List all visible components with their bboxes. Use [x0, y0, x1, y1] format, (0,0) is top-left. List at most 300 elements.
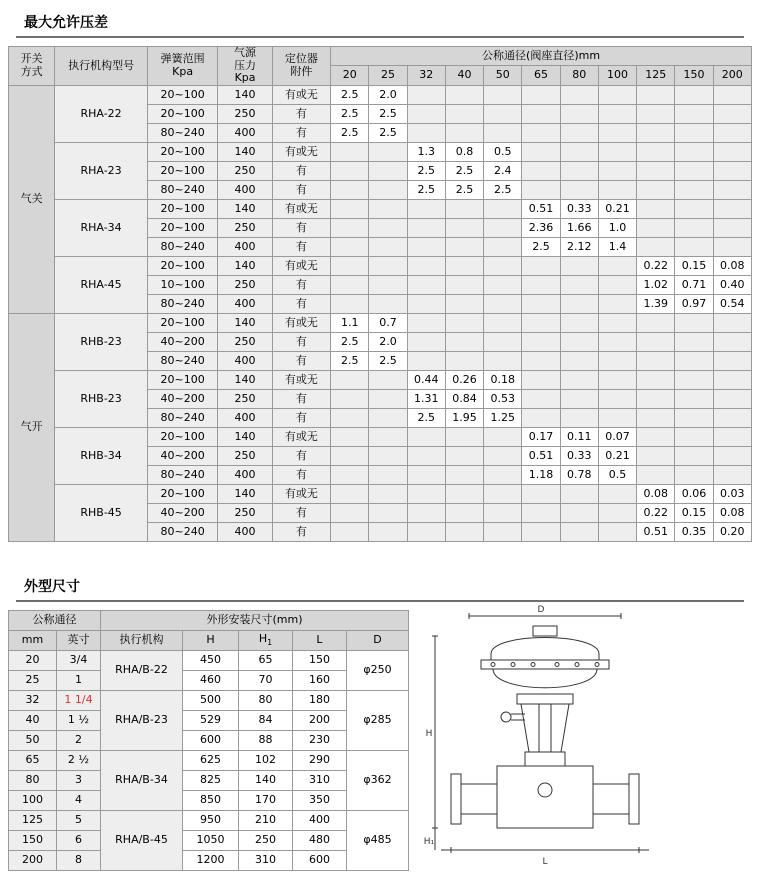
dimensions-table [8, 610, 409, 871]
cell-positioner: 有或无 [272, 85, 330, 104]
cell-value-32 [407, 123, 445, 142]
table-row [9, 650, 409, 670]
cell-value-80: 0.78 [560, 465, 598, 484]
cell-air-pressure: 250 [218, 104, 272, 123]
cell-value-125 [637, 313, 675, 332]
cell-value-65 [522, 161, 560, 180]
cell-value-200 [713, 427, 751, 446]
cell-actuator-model: RHA-34 [55, 199, 148, 256]
cell-actuator: RHA/B-22 [101, 650, 183, 690]
cell-positioner: 有 [272, 104, 330, 123]
cell-value-125: 0.22 [637, 503, 675, 522]
cell-positioner: 有 [272, 161, 330, 180]
cell-value-65 [522, 275, 560, 294]
cell-value-40: 2.5 [445, 161, 483, 180]
cell-positioner: 有 [272, 503, 330, 522]
header-size-20: 20 [331, 66, 369, 85]
cell-value-40 [445, 313, 483, 332]
cell-value-25: 2.5 [369, 351, 407, 370]
table-row [9, 484, 752, 503]
cell-value-65 [522, 408, 560, 427]
cell-value-65 [522, 503, 560, 522]
cell-value-200 [713, 351, 751, 370]
cell-value-40 [445, 294, 483, 313]
cell-value-100: 1.4 [598, 237, 636, 256]
cell-value-100: 0.21 [598, 199, 636, 218]
cell-air-pressure: 140 [218, 142, 272, 161]
cell-value-80 [560, 389, 598, 408]
cell-spring-range: 40~200 [147, 503, 217, 522]
cell-value-80 [560, 142, 598, 161]
cell-value-65: 2.5 [522, 237, 560, 256]
cell-value-100: 0.5 [598, 465, 636, 484]
cell-value-25: 2.0 [369, 85, 407, 104]
cell-h: 460 [183, 670, 239, 690]
cell-value-32 [407, 256, 445, 275]
cell-value-65 [522, 294, 560, 313]
cell-value-20: 2.5 [331, 104, 369, 123]
cell-value-200 [713, 161, 751, 180]
header-size-32: 32 [407, 66, 445, 85]
cell-inch: 2 ½ [57, 750, 101, 770]
cell-value-40 [445, 123, 483, 142]
cell-value-50 [484, 123, 522, 142]
cell-positioner: 有或无 [272, 427, 330, 446]
cell-value-20: 2.5 [331, 85, 369, 104]
cell-d: φ285 [347, 690, 409, 750]
cell-inch: 3/4 [57, 650, 101, 670]
cell-value-50: 0.18 [484, 370, 522, 389]
cell-value-100 [598, 180, 636, 199]
cell-value-65: 0.17 [522, 427, 560, 446]
cell-value-32 [407, 85, 445, 104]
cell-actuator-model: RHB-23 [55, 313, 148, 370]
cell-l: 310 [293, 770, 347, 790]
cell-mm: 20 [9, 650, 57, 670]
cell-value-150 [675, 180, 713, 199]
cell-h: 529 [183, 710, 239, 730]
cell-value-32 [407, 503, 445, 522]
cell-h1: 310 [239, 850, 293, 870]
cell-value-40: 0.8 [445, 142, 483, 161]
table-row [9, 85, 752, 104]
cell-h: 1200 [183, 850, 239, 870]
cell-air-pressure: 400 [218, 408, 272, 427]
section-dimensions [0, 572, 760, 895]
cell-value-32: 2.5 [407, 161, 445, 180]
cell-value-40 [445, 351, 483, 370]
cell-positioner: 有 [272, 408, 330, 427]
cell-value-100 [598, 408, 636, 427]
cell-value-125 [637, 389, 675, 408]
cell-value-65 [522, 370, 560, 389]
valve-diagram-svg [421, 602, 751, 892]
cell-air-pressure: 400 [218, 294, 272, 313]
cell-switch-mode: 气关 [9, 85, 55, 313]
cell-h: 825 [183, 770, 239, 790]
cell-value-100 [598, 123, 636, 142]
cell-value-25 [369, 142, 407, 161]
cell-value-65 [522, 522, 560, 541]
cell-value-125 [637, 218, 675, 237]
cell-value-40 [445, 256, 483, 275]
cell-value-65 [522, 142, 560, 161]
cell-value-20 [331, 161, 369, 180]
cell-value-65: 2.36 [522, 218, 560, 237]
cell-value-125 [637, 351, 675, 370]
cell-value-150 [675, 370, 713, 389]
cell-value-65 [522, 332, 560, 351]
table-row [9, 199, 752, 218]
cell-value-125 [637, 180, 675, 199]
cell-value-25: 2.0 [369, 332, 407, 351]
cell-value-125 [637, 370, 675, 389]
cell-positioner: 有或无 [272, 142, 330, 161]
cell-value-32 [407, 104, 445, 123]
cell-positioner: 有 [272, 465, 330, 484]
cell-value-125 [637, 446, 675, 465]
cell-value-40 [445, 199, 483, 218]
cell-actuator-model: RHA-23 [55, 142, 148, 199]
cell-mm: 200 [9, 850, 57, 870]
cell-value-80 [560, 370, 598, 389]
cell-mm: 65 [9, 750, 57, 770]
cell-value-50: 0.5 [484, 142, 522, 161]
cell-value-32 [407, 275, 445, 294]
cell-value-50 [484, 446, 522, 465]
cell-value-125 [637, 85, 675, 104]
cell-value-20 [331, 199, 369, 218]
cell-value-32 [407, 332, 445, 351]
cell-value-50 [484, 199, 522, 218]
cell-positioner: 有 [272, 351, 330, 370]
cell-value-50 [484, 104, 522, 123]
cell-value-100 [598, 522, 636, 541]
cell-h1: 140 [239, 770, 293, 790]
cell-air-pressure: 250 [218, 503, 272, 522]
cell-value-40 [445, 104, 483, 123]
cell-value-65 [522, 180, 560, 199]
cell-value-32: 1.3 [407, 142, 445, 161]
cell-value-150 [675, 218, 713, 237]
cell-inch: 2 [57, 730, 101, 750]
cell-air-pressure: 140 [218, 199, 272, 218]
cell-spring-range: 40~200 [147, 332, 217, 351]
cell-value-125 [637, 161, 675, 180]
cell-mm: 50 [9, 730, 57, 750]
cell-value-25: 0.7 [369, 313, 407, 332]
cell-air-pressure: 400 [218, 465, 272, 484]
cell-value-200 [713, 389, 751, 408]
cell-value-100 [598, 294, 636, 313]
cell-air-pressure: 140 [218, 427, 272, 446]
cell-inch: 1 1/4 [57, 690, 101, 710]
cell-value-50: 0.53 [484, 389, 522, 408]
cell-value-150 [675, 427, 713, 446]
cell-value-50 [484, 484, 522, 503]
cell-value-32 [407, 484, 445, 503]
cell-value-32: 2.5 [407, 180, 445, 199]
cell-spring-range: 20~100 [147, 161, 217, 180]
cell-d: φ485 [347, 810, 409, 870]
cell-value-40: 0.84 [445, 389, 483, 408]
cell-value-32 [407, 522, 445, 541]
cell-value-100: 0.07 [598, 427, 636, 446]
cell-inch: 1 ½ [57, 710, 101, 730]
header-inch: 英寸 [57, 630, 101, 650]
cell-l: 200 [293, 710, 347, 730]
cell-value-200 [713, 465, 751, 484]
cell-value-150 [675, 446, 713, 465]
cell-value-125 [637, 237, 675, 256]
drawing-label-d: D [537, 604, 545, 615]
cell-value-150 [675, 142, 713, 161]
cell-value-40 [445, 237, 483, 256]
cell-actuator: RHA/B-34 [101, 750, 183, 810]
cell-value-25 [369, 503, 407, 522]
cell-spring-range: 80~240 [147, 237, 217, 256]
drawing-label-h: H [425, 728, 433, 739]
cell-value-20: 2.5 [331, 332, 369, 351]
cell-air-pressure: 250 [218, 389, 272, 408]
cell-value-80 [560, 503, 598, 522]
header-size-100: 100 [598, 66, 636, 85]
cell-value-100 [598, 256, 636, 275]
cell-value-125: 1.02 [637, 275, 675, 294]
cell-spring-range: 20~100 [147, 313, 217, 332]
cell-value-150: 0.15 [675, 503, 713, 522]
cell-value-50 [484, 275, 522, 294]
cell-l: 180 [293, 690, 347, 710]
cell-l: 290 [293, 750, 347, 770]
cell-value-100 [598, 484, 636, 503]
cell-mm: 150 [9, 830, 57, 850]
cell-value-80 [560, 256, 598, 275]
cell-value-20 [331, 142, 369, 161]
cell-value-200 [713, 332, 751, 351]
cell-positioner: 有或无 [272, 199, 330, 218]
cell-spring-range: 20~100 [147, 427, 217, 446]
cell-value-40: 2.5 [445, 180, 483, 199]
header-h1: $H_1$ [239, 630, 293, 650]
dimensions-row [8, 602, 752, 895]
cell-value-20 [331, 275, 369, 294]
cell-value-50 [484, 465, 522, 484]
cell-inch: 8 [57, 850, 101, 870]
cell-value-50: 1.25 [484, 408, 522, 427]
cell-value-80 [560, 161, 598, 180]
cell-actuator-model: RHA-22 [55, 85, 148, 142]
cell-value-125 [637, 332, 675, 351]
cell-value-40 [445, 427, 483, 446]
cell-value-20 [331, 237, 369, 256]
cell-value-125 [637, 104, 675, 123]
cell-value-50: 2.4 [484, 161, 522, 180]
header-l: L [293, 630, 347, 650]
table2-header-row [9, 610, 409, 630]
cell-h: 450 [183, 650, 239, 670]
header-actuator-model: 执行机构型号 [55, 47, 148, 86]
cell-value-25 [369, 256, 407, 275]
cell-value-25 [369, 408, 407, 427]
header-positioner: 定位器 附件 [272, 47, 330, 86]
cell-positioner: 有 [272, 180, 330, 199]
cell-value-125 [637, 142, 675, 161]
cell-positioner: 有 [272, 237, 330, 256]
cell-spring-range: 10~100 [147, 275, 217, 294]
cell-value-25 [369, 465, 407, 484]
cell-d: φ362 [347, 750, 409, 810]
cell-value-50 [484, 256, 522, 275]
cell-value-65: 0.51 [522, 446, 560, 465]
cell-value-100 [598, 332, 636, 351]
cell-h: 950 [183, 810, 239, 830]
cell-air-pressure: 140 [218, 85, 272, 104]
cell-value-20 [331, 256, 369, 275]
cell-value-150: 0.35 [675, 522, 713, 541]
cell-value-125: 1.39 [637, 294, 675, 313]
cell-value-80 [560, 104, 598, 123]
cell-value-50 [484, 503, 522, 522]
cell-spring-range: 80~240 [147, 522, 217, 541]
cell-value-25 [369, 294, 407, 313]
cell-value-125 [637, 427, 675, 446]
cell-value-40: 0.26 [445, 370, 483, 389]
cell-value-100 [598, 351, 636, 370]
cell-mm: 100 [9, 790, 57, 810]
cell-value-20 [331, 446, 369, 465]
cell-value-50 [484, 294, 522, 313]
cell-l: 400 [293, 810, 347, 830]
cell-value-40 [445, 465, 483, 484]
cell-value-32 [407, 199, 445, 218]
table-row [9, 690, 409, 710]
cell-value-80 [560, 522, 598, 541]
cell-value-65 [522, 389, 560, 408]
cell-positioner: 有 [272, 522, 330, 541]
cell-value-150 [675, 161, 713, 180]
cell-value-50 [484, 313, 522, 332]
cell-air-pressure: 400 [218, 123, 272, 142]
table-row [9, 142, 752, 161]
cell-value-100 [598, 104, 636, 123]
cell-value-40: 1.95 [445, 408, 483, 427]
table-row [9, 256, 752, 275]
cell-spring-range: 80~240 [147, 351, 217, 370]
header-size-50: 50 [484, 66, 522, 85]
cell-inch: 1 [57, 670, 101, 690]
cell-d: φ250 [347, 650, 409, 690]
cell-value-50 [484, 522, 522, 541]
cell-value-20: 1.1 [331, 313, 369, 332]
cell-positioner: 有或无 [272, 370, 330, 389]
cell-h1: 102 [239, 750, 293, 770]
cell-h1: 70 [239, 670, 293, 690]
cell-value-25 [369, 218, 407, 237]
cell-value-125: 0.08 [637, 484, 675, 503]
cell-value-40 [445, 503, 483, 522]
cell-l: 600 [293, 850, 347, 870]
cell-spring-range: 80~240 [147, 123, 217, 142]
cell-value-25 [369, 370, 407, 389]
cell-mm: 32 [9, 690, 57, 710]
cell-value-80 [560, 275, 598, 294]
table-row [9, 750, 409, 770]
cell-positioner: 有 [272, 275, 330, 294]
cell-value-20 [331, 389, 369, 408]
cell-value-20 [331, 465, 369, 484]
cell-mm: 40 [9, 710, 57, 730]
cell-spring-range: 20~100 [147, 484, 217, 503]
cell-value-20 [331, 370, 369, 389]
cell-h: 500 [183, 690, 239, 710]
cell-mm: 25 [9, 670, 57, 690]
cell-value-150 [675, 85, 713, 104]
cell-air-pressure: 140 [218, 484, 272, 503]
header-size-25: 25 [369, 66, 407, 85]
cell-value-200 [713, 199, 751, 218]
cell-value-200 [713, 218, 751, 237]
cell-value-150 [675, 237, 713, 256]
cell-value-100 [598, 275, 636, 294]
cell-value-80 [560, 123, 598, 142]
cell-positioner: 有 [272, 446, 330, 465]
cell-value-65 [522, 123, 560, 142]
cell-value-200 [713, 446, 751, 465]
cell-l: 350 [293, 790, 347, 810]
cell-value-80: 0.33 [560, 199, 598, 218]
cell-value-25 [369, 199, 407, 218]
cell-mm: 125 [9, 810, 57, 830]
cell-value-200: 0.03 [713, 484, 751, 503]
cell-positioner: 有 [272, 218, 330, 237]
cell-h1: 80 [239, 690, 293, 710]
cell-value-32: 2.5 [407, 408, 445, 427]
cell-air-pressure: 140 [218, 256, 272, 275]
cell-positioner: 有 [272, 123, 330, 142]
cell-value-100 [598, 389, 636, 408]
cell-value-150 [675, 199, 713, 218]
cell-value-32 [407, 218, 445, 237]
cell-spring-range: 80~240 [147, 294, 217, 313]
cell-h1: 65 [239, 650, 293, 670]
cell-value-150: 0.15 [675, 256, 713, 275]
header-size-65: 65 [522, 66, 560, 85]
cell-value-80 [560, 332, 598, 351]
cell-l: 230 [293, 730, 347, 750]
cell-value-125: 0.51 [637, 522, 675, 541]
table-header-row [9, 47, 752, 66]
header-mm: mm [9, 630, 57, 650]
cell-value-80: 0.11 [560, 427, 598, 446]
header-outline: 外形安装尺寸(mm) [101, 610, 409, 630]
cell-inch: 3 [57, 770, 101, 790]
cell-value-25 [369, 389, 407, 408]
table-row [9, 810, 409, 830]
cell-value-150 [675, 389, 713, 408]
header-size-40: 40 [445, 66, 483, 85]
cell-value-20 [331, 218, 369, 237]
cell-value-25 [369, 484, 407, 503]
cell-h1: 170 [239, 790, 293, 810]
cell-air-pressure: 250 [218, 218, 272, 237]
cell-positioner: 有 [272, 389, 330, 408]
cell-value-150 [675, 465, 713, 484]
header-d: D [347, 630, 409, 650]
cell-value-150 [675, 351, 713, 370]
cell-value-20 [331, 180, 369, 199]
cell-positioner: 有 [272, 294, 330, 313]
